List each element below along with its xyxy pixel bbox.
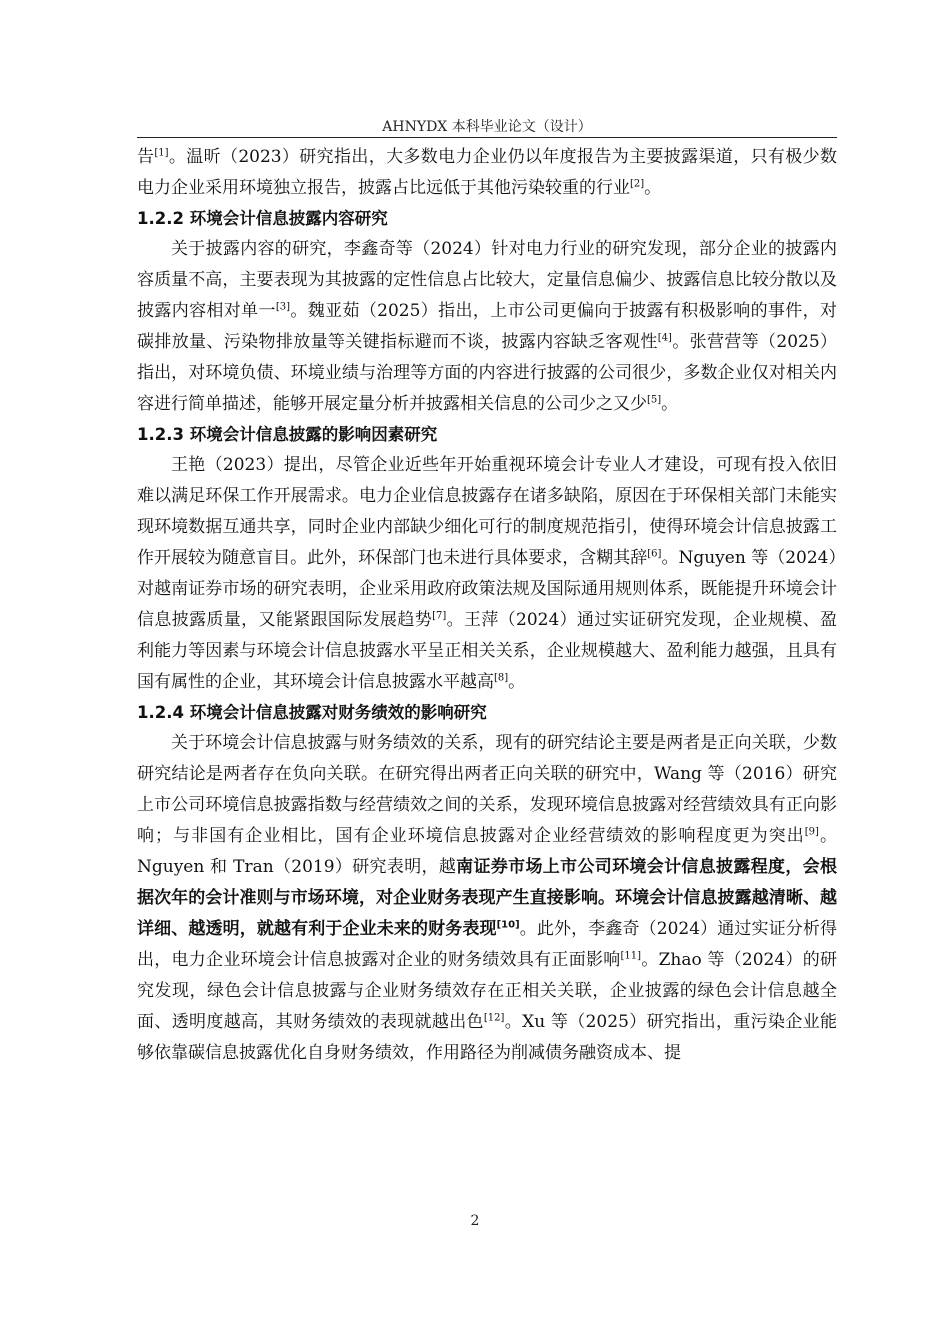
paragraph-disclosure-content xyxy=(137,234,837,420)
citation-ref: [2] xyxy=(630,178,645,190)
citation-ref: [8] xyxy=(494,672,509,684)
citation-ref: [12] xyxy=(483,1012,505,1024)
citation-ref: [5] xyxy=(647,394,662,406)
text-run: 。Nguyen 和 Tran（2019）研究表明，越 xyxy=(137,826,838,877)
text-run: 。王萍（2024）通过实证研究发现，企业规模、盈利能力等因素与环境会计信息披露水平呈正相关关系，企业规模越大、盈利能力越强，且具有国有属性的企业，其环境会计信息披露水平越高 xyxy=(137,610,838,692)
citation-ref: [6] xyxy=(647,548,662,560)
text-run: 。Zhao 等（2024）的研究发现，绿色会计信息披露与企业财务绩效存在正相关关联，企业披露的绿色会计信息越全面、透明度越高，其财务绩效的表现就越出色 xyxy=(137,950,837,1032)
page-body xyxy=(137,142,837,1069)
page-number: 2 xyxy=(470,1213,480,1229)
text-run: 。张营营等（2025）指出，对环境负债、环境业绩与治理等方面的内容进行披露的公司很少，多数企业仅对相关内容进行简单描述，能够开展定量分析并披露相关信息的公司少之又少 xyxy=(137,332,838,414)
citation-ref: [7] xyxy=(432,610,447,622)
citation-ref: [9] xyxy=(804,826,819,838)
section-heading-1-2-2: 1.2.2 环境会计信息披露内容研究 xyxy=(137,209,388,228)
text-run: 。此外，李鑫奇（2024）通过实证分析得出，电力企业环境会计信息披露对企业的财务绩效具有正面影响 xyxy=(137,919,838,970)
paragraph-influencing-factors xyxy=(137,450,837,698)
paragraph-continued xyxy=(137,142,837,204)
text-run: 。魏亚茹（2025）指出，上市公司更偏向于披露有积极影响的事件，对碳排放量、污染物排放量等关键指标避而不谈，披露内容缺乏客观性 xyxy=(137,301,838,352)
text-run: 王艳（2023）提出，尽管企业近些年开始重视环境会计专业人才建设，可现有投入依旧难以满足环保工作开展需求。电力企业信息披露存在诸多缺陷，原因在于环保相关部门未能实现环境数据互通共享，同时企业内部缺少细化可行的制度规范指引，使得环境会计信息披露工作开展较为随意盲目。此外，环保部门也未进行具体要求，含糊其辞 xyxy=(137,455,837,568)
running-header: AHNYDX 本科毕业论文（设计） xyxy=(382,119,592,135)
citation-ref: [1] xyxy=(154,147,169,159)
text-run: 关于披露内容的研究，李鑫奇等（2024）针对电力行业的研究发现，部分企业的披露内容质量不高，主要表现为其披露的定性信息占比较大，定量信息偏少、披露信息比较分散以及披露内容相对单一 xyxy=(137,239,837,321)
text-run: 。 xyxy=(508,672,526,692)
paragraph-financial-performance xyxy=(137,728,837,1069)
text-run: 。Nguyen 等（2024）对越南证券市场的研究表明，企业采用政府政策法规及国际通用规则体系，既能提升环境会计信息披露质量，又能紧跟国际发展趋势 xyxy=(137,548,837,630)
section-heading-1-2-3: 1.2.3 环境会计信息披露的影响因素研究 xyxy=(137,425,438,444)
citation-ref: [3] xyxy=(275,301,291,313)
citation-ref: [11] xyxy=(620,950,642,962)
citation-ref: [4] xyxy=(657,332,672,344)
bold-text-run: 南证券市场上市公司环境会计信息披露程度，会根据次年的会计准则与市场环境，对企业财务表现产生直接影响。环境会计信息披露越清晰、越详细、越透明，就越有利于企业未来的财务表现 xyxy=(137,857,837,939)
header-rule xyxy=(137,137,837,138)
section-heading-1-2-4: 1.2.4 环境会计信息披露对财务绩效的影响研究 xyxy=(137,703,487,722)
text-run: 告 xyxy=(137,147,155,167)
text-run: 。Xu 等（2025）研究指出，重污染企业能够依靠碳信息披露优化自身财务绩效，作用路径为削减债务融资成本、提 xyxy=(137,1012,838,1063)
text-run: 。温昕（2023）研究指出，大多数电力企业仍以年度报告为主要披露渠道，只有极少数电力企业采用环境独立报告，披露占比远低于其他污染较重的行业 xyxy=(137,147,837,198)
text-run: 。 xyxy=(661,394,679,414)
citation-ref: [10] xyxy=(496,919,520,931)
text-run: 。 xyxy=(644,178,662,198)
text-run: 关于环境会计信息披露与财务绩效的关系，现有的研究结论主要是两者是正向关联，少数研究结论是两者存在负向关联。在研究得出两者正向关联的研究中，Wang 等（2016）研究上市公司环境信息披露指数与经营绩效之间的关系，发现环境信息披露对经营绩效具有正向影响；与非国有企业相比，国有企业环境信息披露对企业经营绩效的影响程度更为突出 xyxy=(137,733,837,846)
